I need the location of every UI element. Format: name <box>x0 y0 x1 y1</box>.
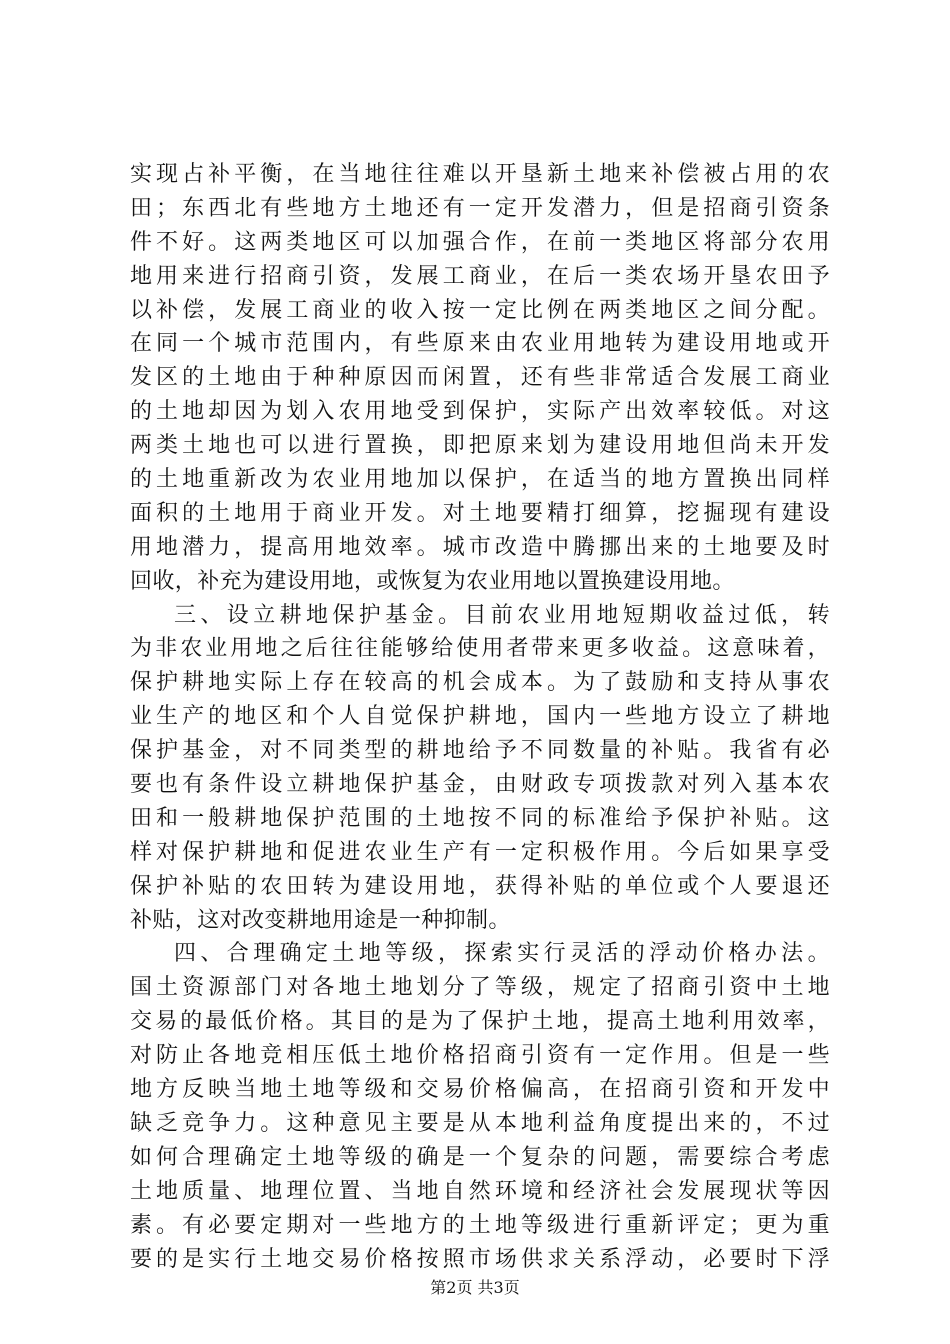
text-line: 保护补贴的农田转为建设用地，获得补贴的单位或个人要退还 <box>130 873 830 899</box>
section-heading-line: 四、合理确定土地等级，探索实行灵活的浮动价格办法。 <box>174 941 830 967</box>
text-line: 保护基金，对不同类型的耕地给予不同数量的补贴。我省有必 <box>130 738 830 764</box>
text-line: 土地质量、地理位置、当地自然环境和经济社会发展现状等因 <box>130 1178 830 1204</box>
document-body <box>130 158 830 1276</box>
text-line: 交易的最低价格。其目的是为了保护土地，提高土地利用效率， <box>130 1009 830 1035</box>
text-line: 发区的土地由于种种原因而闲置，还有些非常适合发展工商业 <box>130 365 830 391</box>
text-line: 对防止各地竞相压低土地价格招商引资有一定作用。但是一些 <box>130 1043 830 1069</box>
text-line: 两类土地也可以进行置换，即把原来划为建设用地但尚未开发 <box>130 433 830 459</box>
text-line: 样对保护耕地和促进农业生产有一定积极作用。今后如果享受 <box>130 839 830 865</box>
section-heading-line: 三、设立耕地保护基金。目前农业用地短期收益过低，转 <box>174 602 830 628</box>
text-line: 件不好。这两类地区可以加强合作，在前一类地区将部分农用 <box>130 229 830 255</box>
text-line: 补贴，这对改变耕地用途是一种抑制。 <box>130 907 511 933</box>
page-number-footer: 第2页 共3页 <box>430 1278 520 1297</box>
text-line: 地用来进行招商引资，发展工商业，在后一类农场开垦农田予 <box>130 263 830 289</box>
text-line: 回收，补充为建设用地，或恢复为农业用地以置换建设用地。 <box>130 568 735 594</box>
text-line: 国土资源部门对各地土地划分了等级，规定了招商引资中土地 <box>130 975 830 1001</box>
text-line: 在同一个城市范围内，有些原来由农业用地转为建设用地或开 <box>130 331 830 357</box>
text-line: 为非农业用地之后往往能够给使用者带来更多收益。这意味着， <box>130 636 830 662</box>
text-line: 地方反映当地土地等级和交易价格偏高，在招商引资和开发中 <box>130 1077 830 1103</box>
text-line: 用地潜力，提高用地效率。城市改造中腾挪出来的土地要及时 <box>130 534 830 560</box>
text-line: 田；东西北有些地方土地还有一定开发潜力，但是招商引资条 <box>130 195 830 221</box>
text-line: 素。有必要定期对一些地方的土地等级进行重新评定；更为重 <box>130 1212 830 1238</box>
text-line: 的土地重新改为农业用地加以保护，在适当的地方置换出同样 <box>130 467 830 493</box>
text-line: 田和一般耕地保护范围的土地按不同的标准给予保护补贴。这 <box>130 805 830 831</box>
text-line: 以补偿，发展工商业的收入按一定比例在两类地区之间分配。 <box>130 297 830 323</box>
text-line: 业生产的地区和个人自觉保护耕地，国内一些地方设立了耕地 <box>130 704 830 730</box>
text-line: 要的是实行土地交易价格按照市场供求关系浮动，必要时下浮 <box>130 1246 830 1272</box>
text-line: 面积的土地用于商业开发。对土地要精打细算，挖掘现有建设 <box>130 500 830 526</box>
text-line: 保护耕地实际上存在较高的机会成本。为了鼓励和支持从事农 <box>130 670 830 696</box>
text-line: 的土地却因为划入农用地受到保护，实际产出效率较低。对这 <box>130 399 830 425</box>
text-line: 实现占补平衡，在当地往往难以开垦新土地来补偿被占用的农 <box>130 162 830 187</box>
text-line: 如何合理确定土地等级的确是一个复杂的问题，需要综合考虑 <box>130 1144 830 1170</box>
text-line: 缺乏竞争力。这种意见主要是从本地利益角度提出来的，不过 <box>130 1110 830 1136</box>
text-line: 要也有条件设立耕地保护基金，由财政专项拨款对列入基本农 <box>130 772 830 798</box>
